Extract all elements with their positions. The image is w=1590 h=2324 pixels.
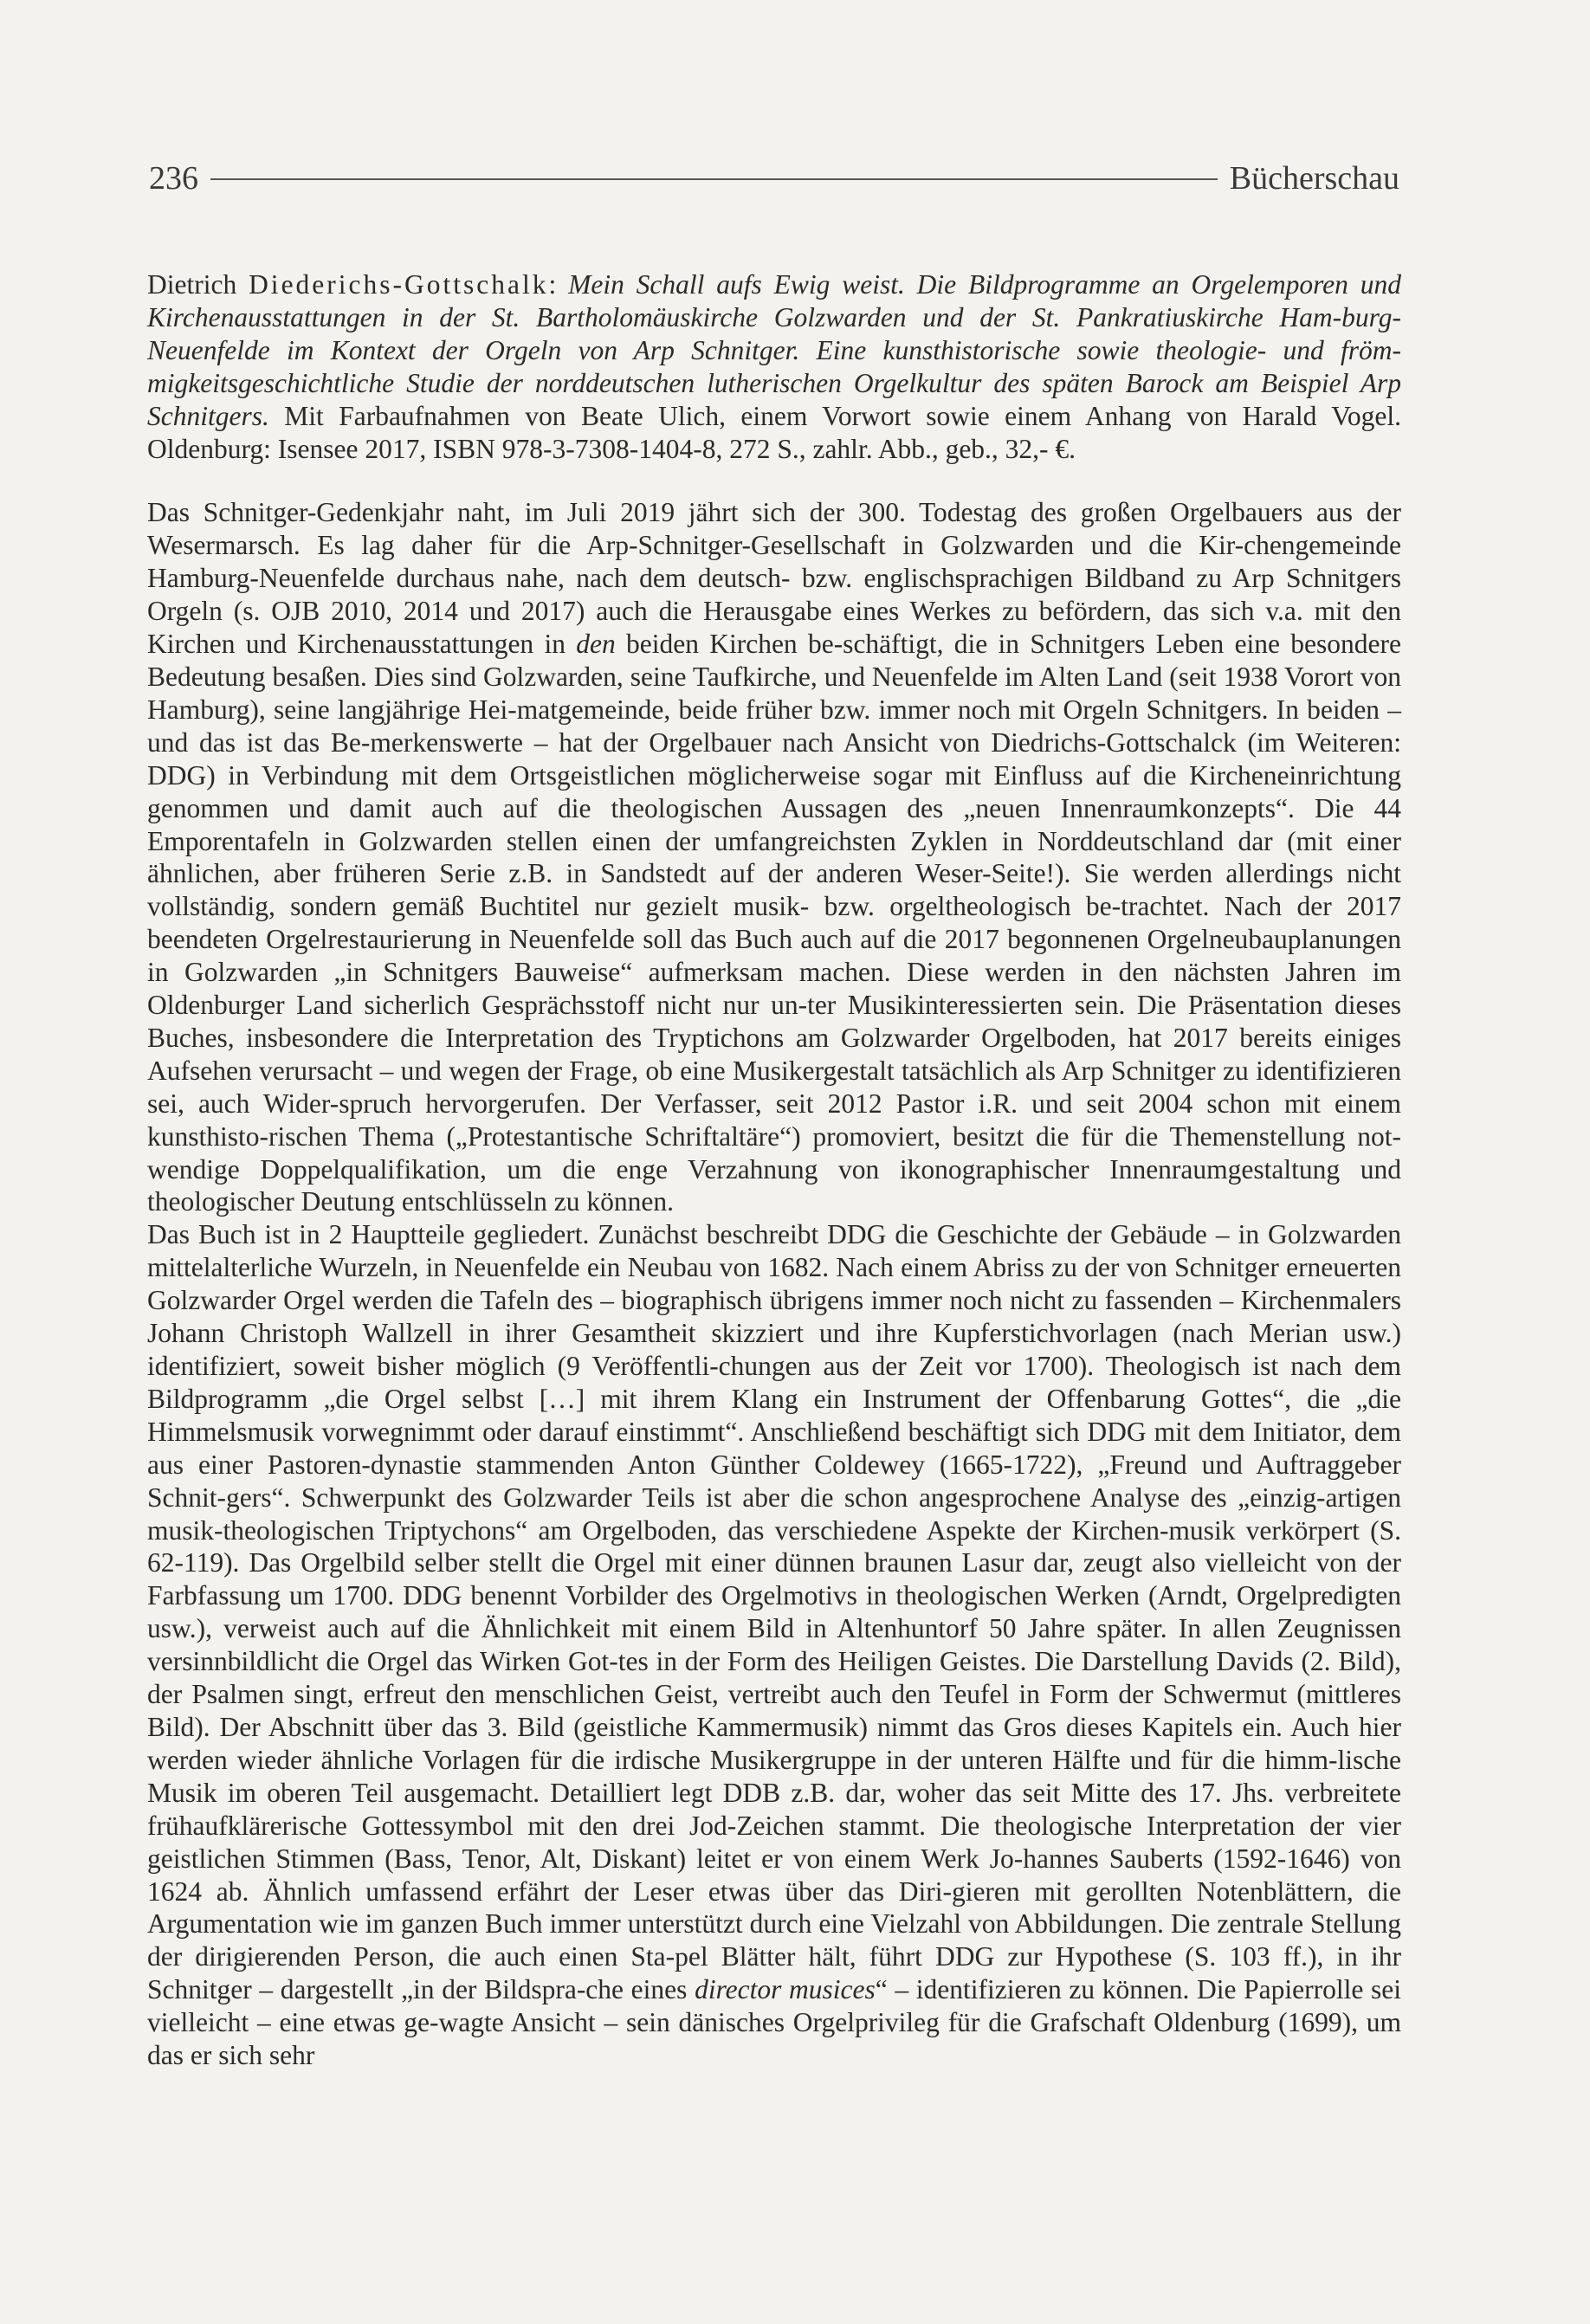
paragraph-2 xyxy=(147,1218,1401,2072)
bibliographic-entry xyxy=(147,268,1401,465)
section-title: Bücherschau xyxy=(1229,160,1399,197)
paragraph-1-emphasis: den xyxy=(576,629,616,660)
paragraph-2-emphasis: director musices xyxy=(695,1974,876,2005)
paragraph-1-text-a: Das Schnitger-Gedenkjahr naht, im Juli 2019 jährt sich der 300. Todestag des großen Orgelbauers aus der Wesermarsch. Es lag daher für die Arp-Schnitger-Gesellschaft in Golzwarden und die Kir-chengemeinde Hamburg-Neuenfelde durchaus nahe, nach dem deutsch- bzw. englischsprachigen Bildband zu Arp Schnitgers Orgeln (s. OJB 2010, 2014 und 2017) auch die Herausgabe eines Werkes zu befördern, das sich v.a. mit den Kirchen und Kirchenausstattungen in xyxy=(147,497,1401,660)
book-title: Mein Schall aufs Ewig weist. Die Bildprogramme an Orgelemporen und Kirchenausstattungen in der St. Bartholomäuskirche Golzwarden und der St. Pankratiuskirche Ham-burg-Neuenfelde im Kontext der Orgeln von Arp Schnitger. Eine kunsthistorische sowie theologie- und fröm-migkeitsgeschichtliche Studie der norddeutschen lutherischen Orgelkultur des späten Barock am Beispiel Arp Schnitgers. xyxy=(147,269,1401,431)
review-body xyxy=(147,496,1401,2072)
author-first-name: Dietrich xyxy=(147,269,249,300)
author-last-name: Diederichs-Gottschalk xyxy=(249,269,549,300)
publication-details: Mit Farbaufnahmen von Beate Ulich, einem Vorwort sowie einem Anhang von Harald Vogel. Oldenburg: Isensee 2017, ISBN 978-3-7308-1404-8, 272 S., zahlr. Abb., geb., 32,- €. xyxy=(147,400,1401,464)
page-number: 236 xyxy=(149,160,198,197)
header-rule xyxy=(210,178,1218,180)
paragraph-2-text-a: Das Buch ist in 2 Hauptteile gegliedert. Zunächst beschreibt DDG die Geschichte der Gebäude – in Golzwarden mittelalterliche Wurzeln, in Neuenfelde ein Neubau von 1682. Nach einem Abriss zu der von Schnitger erneuerten Golzwarder Orgel werden die Tafeln des – biographisch übrigens immer noch nicht zu fassenden – Kirchenmalers Johann Christoph Wallzell in ihrer Gesamtheit skizziert und ihre Kupferstichvorlagen (nach Merian usw.) identifiziert, soweit bisher möglich (9 Veröffentli-chungen aus der Zeit vor 1700). Theologisch ist nach dem Bildprogramm „die Orgel selbst […] mit ihrem Klang ein Instrument der Offenbarung Gottes“, die „die Himmelsmusik vorwegnimmt oder darauf einstimmt“. Anschließend beschäftigt sich DDG mit dem Initiator, dem aus einer Pastoren-dynastie stammenden Anton Günther Coldewey (1665-1722), „Freund und Auftraggeber Schnit-gers“. Schwerpunkt des Golzwarder Teils ist aber die schon angesprochene Analyse des „einzig-artigen musik-theologischen Triptychons“ am Orgelboden, das verschiedene Aspekte der Kirchen-musik verkörpert (S. 62-119). Das Orgelbild selber stellt die Orgel mit einer dünnen braunen Lasur dar, zeugt also vielleicht von der Farbfassung um 1700. DDG benennt Vorbilder des Orgelmotivs in theologischen Werken (Arndt, Orgelpredigten usw.), verweist auch auf die Ähnlichkeit mit einem Bild in Altenhuntorf 50 Jahre später. In allen Zeugnissen versinnbildlicht die Orgel das Wirken Got-tes in der Form des Heiligen Geistes. Die Darstellung Davids (2. Bild), der Psalmen singt, erfreut den menschlichen Geist, vertreibt auch den Teufel in Form der Schwermut (mittleres Bild). Der Abschnitt über das 3. Bild (geistliche Kammermusik) nimmt das Gros dieses Kapitels ein. Auch hier werden wieder ähnliche Vorlagen für die irdische Musikergruppe in der unteren Hälfte und für die himm-lische Musik im oberen Teil ausgemacht. Detailliert legt DDB z.B. dar, woher das seit Mitte des 17. Jhs. verbreitete frühaufklärerische Gottessymbol mit den drei Jod-Zeichen stammt. Die theologische Interpretation der vier geistlichen Stimmen (Bass, Tenor, Alt, Diskant) leitet er von einem Werk Jo-hannes Sauberts (1592-1646) von 1624 ab. Ähnlich umfassend erfährt der Leser etwas über das Diri-gieren mit gerollten Notenblättern, die Argumentation wie im ganzen Buch immer unterstützt durch eine Vielzahl von Abbildungen. Die zentrale Stellung der dirigierenden Person, die auch einen Sta-pel Blätter hält, führt DDG zur Hypothese (S. 103 ff.), in ihr Schnitger – dargestellt „in der Bildspra-che eines xyxy=(147,1219,1401,2005)
paragraph-1 xyxy=(147,496,1401,1218)
page-content xyxy=(147,268,1401,2072)
running-header xyxy=(149,159,1399,204)
author-colon: : xyxy=(548,269,569,300)
paragraph-1-text-b: beiden Kirchen be-schäftigt, die in Schnitgers Leben eine besondere Bedeutung besaßen. Dies sind Golzwarden, seine Taufkirche, und Neuenfelde im Alten Land (seit 1938 Vorort von Hamburg), seine langjährige Hei-matgemeinde, beide früher bzw. immer noch mit Orgeln Schnitgers. In beiden – und das ist das Be-merkenswerte – hat der Orgelbauer nach Ansicht von Diedrichs-Gottschalck (im Weiteren: DDG) in Verbindung mit dem Ortsgeistlichen möglicherweise sogar mit Einfluss auf die Kircheneinrichtung genommen und damit auch auf die theologischen Aussagen des „neuen Innenraumkonzepts“. Die 44 Emporentafeln in Golzwarden stellen einen der umfangreichsten Zyklen in Norddeutschland dar (mit einer ähnlichen, aber früheren Serie z.B. in Sandstedt auf der anderen Weser-Seite!). Sie werden allerdings nicht vollständig, sondern gemäß Buchtitel nur gezielt musik- bzw. orgeltheologisch be-trachtet. Nach der 2017 beendeten Orgelrestaurierung in Neuenfelde soll das Buch auch auf die 2017 begonnenen Orgelneubauplanungen in Golzwarden „in Schnitgers Bauweise“ aufmerksam machen. Diese werden in den nächsten Jahren im Oldenburger Land sicherlich Gesprächsstoff nicht nur un-ter Musikinteressierten sein. Die Präsentation dieses Buches, insbesondere die Interpretation des Tryptichons am Golzwarder Orgelboden, hat 2017 bereits einiges Aufsehen verursacht – und wegen der Frage, ob eine Musikergestalt tatsächlich als Arp Schnitger zu identifizieren sei, auch Wider-spruch hervorgerufen. Der Verfasser, seit 2012 Pastor i.R. und seit 2004 schon mit einem kunsthisto-rischen Thema („Protestantische Schriftaltäre“) promoviert, besitzt die für die Themenstellung not-wendige Doppelqualifikation, um die enge Verzahnung von ikonographischer Innenraumgestaltung und theologischer Deutung entschlüsseln zu können. xyxy=(147,629,1402,1217)
paragraph-2-text-b: “ – identifizieren zu können. Die Papierrolle sei vielleicht – eine etwas ge-wagte Ansicht – sein dänisches Orgelprivileg für die Grafschaft Oldenburg (1699), um das er sich sehr xyxy=(147,1974,1401,2071)
